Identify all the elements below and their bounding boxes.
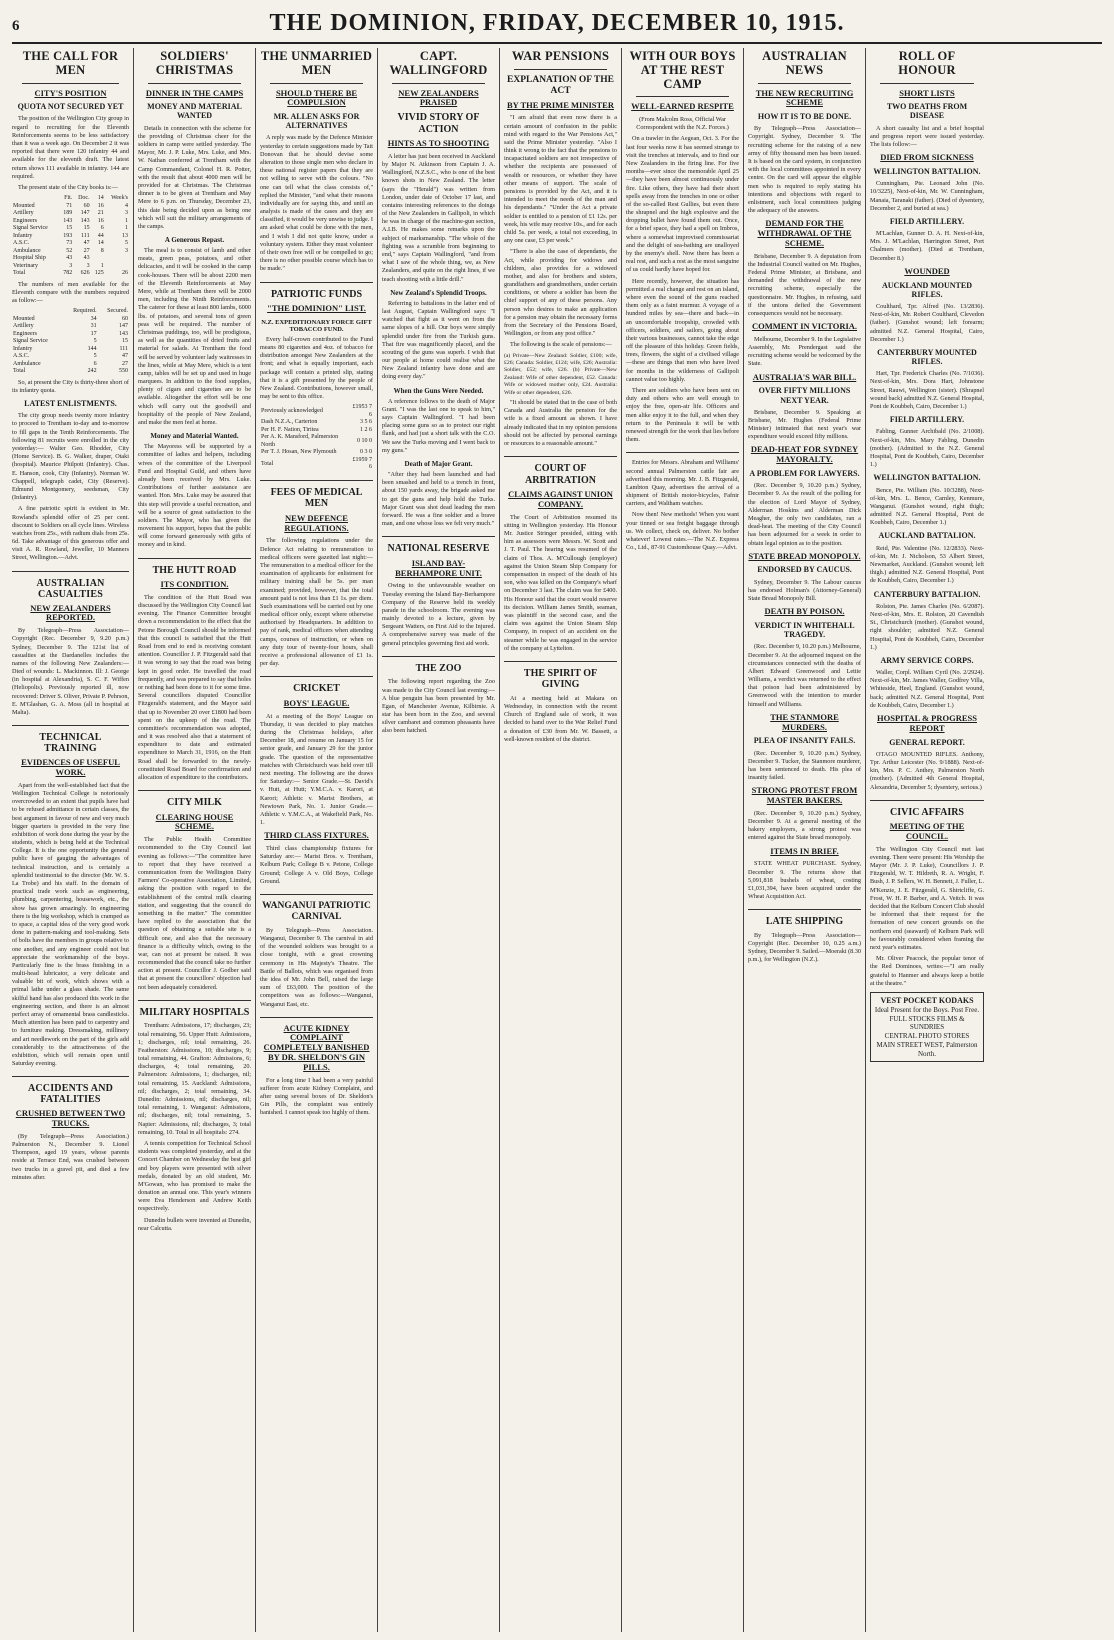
subheadline: THIRD CLASS FIXTURES. xyxy=(264,830,369,841)
table-row: A.S.C. 73 47 14 5 xyxy=(13,240,128,247)
article-text: "It should be stated that in the case of both Canada and Australia the pension for the wife is a fixed amount as shown. I have already indicated that in my opinion pensions should not be affected by personal earnings or resources to a reasonable amount." xyxy=(504,399,617,447)
subheadline: MONEY AND MATERIAL WANTED xyxy=(147,102,242,121)
subheadline: ITEMS IN BRIEF. xyxy=(770,845,839,856)
list-total: Total £1959 7 6 xyxy=(261,456,372,471)
pension-scale: (a) Private—New Zealand: Soldier, £100; wife, £26; Canada: Soldier, £124; wife, £26; Australia: Soldier, £52; wife, £26. (b) Private—New Zealand: Wife of other dependent, £52. Canada: Wife or widowed mother only, £24. Australia: Wife or other dependent, £26. xyxy=(504,352,617,396)
table-row: Engineers 17 143 xyxy=(13,330,128,337)
article-text: At a meeting of the Boys' League on Thursday, it was decided to play matches during the Christmas holidays, after December 18, and resume on January 15 for senior grade, and January 29 for the junior grade. The question of the representative matches with Christchurch was held over till next meeting. The following are the draws for Saturday:— Senior Grade.—St. David's v. Hutt, at Hutt; Y.M.C.A. v. Karori, at Karori; Athletic v. Marist Brothers, at Newtown Park, No. 1. Junior Grade.—Athletic v. Y.M.C.A., at Wakefield Park, No. 1. xyxy=(260,712,373,827)
columns xyxy=(12,48,1102,1632)
column-australian-news xyxy=(744,48,866,1632)
column-unmarried-men xyxy=(256,48,378,1632)
article-text: (Rec. December 9, 10.20 p.m.) Sydney, December 9. As the result of the polling for the election of Lord Mayor of Sydney, Alderman Hoskins and Alderman Dick Meagher, the only two candidates, ran a dead-heat. The meeting of the City Council has been adjourned for a week in order to obtain legal opinion as to the position. xyxy=(748,482,861,547)
table-row: Veterinary 3 3 1 xyxy=(13,262,104,269)
subheadline: STRONG PROTEST FROM MASTER BAKERS. xyxy=(751,785,858,806)
column-rest-camp xyxy=(622,48,744,1632)
article-text: On a trawler in the Aegean, Oct. 3. For the last four weeks now it has seemed strange to visit the trenches at intervals, and to find our New Zealanders in the firing line. For five months—ever since the memorable April 25—they have been almost continuously under fire. Like others, they have had their short spells away from the trenches in one or other of the so-called Rest Gullies, but even there the shrapnel and the high explosive and the dropping bullet have found them out. Once, for a brief space, they had a spell on Imbros, where a somewhat improvised commissariat and the delight of sea-bathing are unalloyed by the enemy's shell. Now there has been a real rest, and such a rest as the most sanguine of us could hardly have hoped for. xyxy=(626,135,739,274)
subheadline: CLEARING HOUSE SCHEME. xyxy=(155,811,234,832)
article-text: Every half-crown contributed to the Fund means 80 cigarettes and 4oz. of tobacco for distribution amongst New Zealanders at the front; and what is equally important, each package will contain a printed slip, stating that it is a gift presented by the people of New Zealand. Contributions, however small, may be sent to this office. xyxy=(260,335,373,401)
article-text: Owing to the unfavourable weather on Tuesday evening the Island Bay-Berhampore Company of the Reserve held its weekly parade in the schoolroom. The evening was mainly devoted to a lecture, given by Sergeant Watters, on First Aid to the Injured. A comprehensive survey was made of the general principles governing first aid work. xyxy=(382,582,495,647)
section-heading: MILITARY HOSPITALS xyxy=(139,1006,250,1018)
ad-line: MAIN STREET WEST, Palmerston North. xyxy=(876,1040,978,1058)
column-wallingford xyxy=(378,48,500,1632)
headline: ACCIDENTS AND FATALITIES xyxy=(27,1083,114,1106)
subheadline: QUOTA NOT SECURED YET xyxy=(17,102,124,112)
article-text: There are soldiers who have been sent on duty and others who are well enough to enjoy the free, open-air life. Officers and men alike enjoy it to the full, and when they return to the Peninsula it will be with renewed strength for the work that lies before them. xyxy=(626,387,739,444)
subheadline: BY THE PRIME MINISTER xyxy=(507,99,614,110)
subheadline: A PROBLEM FOR LAWYERS. xyxy=(749,469,860,479)
headline: CAPT. WALLINGFORD xyxy=(389,49,488,77)
required-table xyxy=(12,308,129,376)
section-heading: THE HUTT ROAD xyxy=(152,564,237,576)
table-total-row: Total 242 550 xyxy=(13,368,128,375)
article-text: By Telegraph—Press Association—Copyright. Sydney, December 9. The recruiting scheme for the raising of a new army of fifty thousand men has been issued. It is based on the card system, in conjunction with the local committees appointed in every centre. On the card will appear the eligible men who is required to reply stating his intentions and objections with regard to enlistment, such local committees judging the adequacy of the answers. xyxy=(748,125,861,215)
article-text: (Rec. December 9, 10.20 p.m.) Sydney, December 9. At a general meeting of the bakery employers, a strong protest was entered against the State bread monopoly. xyxy=(748,809,861,842)
list-item: Per A. K. Mansford, Palmerston North 0 10 0 xyxy=(261,434,372,448)
roll-unit-heading: WELLINGTON BATTALION. xyxy=(873,473,981,483)
article-text: A letter has just been received in Auckland by Major N. Atkinson from Captain J. A. Wallingford, N.Z.S.C., who is one of the best known shots in New Zealand. The letter (says the "Herald") was written from London, under date of October 17 last, and contains interesting references to the doings of the New Zealanders in Gallipoli, in which he was in charge of the machine-gun section, A.I.B. He makes some remarks upon the subject of marksmanship. "The whole of the fighting was a scramble from beginning to end," says Captain Wallingford, "and from what I saw of the whole thing, we, as New Zealanders, and quite on the right lines, if we teach shooting with a little drill." xyxy=(382,152,495,283)
fund-title: N.Z. EXPEDITIONARY FORCE GIFT TOBACCO FUND. xyxy=(261,318,372,333)
headline: WAR PENSIONS xyxy=(511,49,610,63)
subheadline: NEW ZEALANDERS PRAISED xyxy=(398,87,479,108)
roll-unit-heading: CANTERBURY MOUNTED RIFLES. xyxy=(877,347,977,367)
article-text: The following report regarding the Zoo was made to the City Council last evening:— A blue penguin has been presented by Mr. Egan, of Manchester Avenue, Kilbirnie. A star has been born in the Zoo, and several silver cambaret and common pheasants have also been hatched. xyxy=(382,678,495,735)
advertisement-text: Now then! New methods! When you want your tinned or sea freight baggage through us. We collect, check on, deliver. No bother whatever! Lowest rates.—The N.Z. Express Co., Ltd., 87-91 Customhouse Quay.—Advt. xyxy=(626,511,739,552)
ad-line: FULL STOCKS FILMS & SUNDRIES xyxy=(889,1014,965,1032)
article-text: (Rec. December 9, 10.20 p.m.) Sydney, December 9. Tucker, the Stanmore murderer, has been sentenced to death. His plea of insanity failed. xyxy=(748,749,861,782)
headline: WITH OUR BOYS AT THE REST CAMP xyxy=(629,49,736,91)
casualty-entry: Waller, Corpl. William Cyril (No. 2/2924). Next-of-kin, Mr. James Waller, Godfrey Villa, Whiteside, Heel, England. (Gunshot wound, back; admitted N.Z. General Hospital, Pont de Koubbeh, Cairo, December 1.) xyxy=(870,669,984,709)
list-item: Per T. J. Hosan, New Plymouth 0 3 0 xyxy=(261,449,372,456)
subheadline: HOW IT IS TO BE DONE. xyxy=(757,112,852,122)
roll-unit-heading: WELLINGTON BATTALION. xyxy=(873,166,981,176)
headline: AUSTRALIAN NEWS xyxy=(762,49,847,77)
table-row: Signal Service 15 15 6 1 xyxy=(13,225,128,232)
subheadline: GENERAL REPORT. xyxy=(889,737,965,747)
subheadline: THE NEW RECRUITING SCHEME xyxy=(755,87,854,108)
advertisement-text: For a long time I had been a very painful sufferer from acute Kidney Complaint, and after using several boxes of Dr. Sheldon's Gin Pills, the complaint was entirely banished. I cannot speak too highly of them. xyxy=(260,1076,373,1117)
article-text: Sydney, December 9. The Labour caucus has endorsed Holman's (Attorney-General) State Bread Monopoly Bill. xyxy=(748,578,861,603)
column-roll-of-honour xyxy=(866,48,988,1632)
subheadline: VIVID STORY OF ACTION xyxy=(397,112,480,135)
article-text: Brisbane, December 9. A deputation from the Industrial Council waited on Mr. Hughes, Federal Prime Minister, at Brisbane, and demanded the withdrawal of the new recruiting scheme, especially the questionnaire. Mr. Hughes, in refusing, said if the unions defied the Government consequences would not be necessary. xyxy=(748,252,861,317)
article-text: Brisbane, December 9. Speaking at Brisbane, Mr. Hughes (Federal Prime Minister) intimated that next year's war expenditure would exceed fifty millions. xyxy=(748,408,861,441)
table-row: Engineers 143 143 16 1 xyxy=(13,217,128,224)
article-text: The numbers of men available for the Eleventh compare with the numbers required as follow:— xyxy=(12,280,129,305)
crosshead: New Zealand's Splendid Troops. xyxy=(390,288,487,297)
roll-unit-heading: ARMY SERVICE CORPS. xyxy=(880,655,974,665)
table-row: Hospital Ship 43 43 xyxy=(13,255,90,262)
list-item: Per H. F. Nation, Tiritea 1 2 6 xyxy=(261,426,372,433)
subheadline: PLEA OF INSANITY FAILS. xyxy=(753,736,856,746)
roll-section-title: DIED FROM SICKNESS xyxy=(880,152,974,163)
advertisement-text: A fine patriotic spirit is evident in Mr. Rowland's splendid offer of 25 per cent. discount to Soldiers on all cycle lines. Wireless watches from 25s., with radium dials from 25s. 6d. Take advantage of this generous offer and visit A. R. Rowland, Jeweller, 10 Manners Street, Wellington.—Advt. xyxy=(12,505,129,562)
section-heading: THE ZOO xyxy=(415,662,462,674)
advertisement-heading: ACUTE KIDNEY COMPLAINT COMPLETELY BANISHED BY DR. SHELDON'S GIN PILLS. xyxy=(263,1022,370,1072)
casualty-entry: M'Lachlan, Gunner D. A. H. Next-of-kin, Mrs. J. M'Lachlan, Harrington Street, Port Chalmers (mother). (Died at Trentham, December 8.) xyxy=(870,230,984,262)
column-call-for-men xyxy=(12,48,134,1632)
casualty-entry: Rolston, Pte. James Charles (No. 6/2087). Next-of-kin, Mrs. E. Rolston, 20 Cavendish St., Christchurch (mother). (Gunshot wound, right shoulder; admitted N.Z. General Hospital, Pont de Koubbeh, Cairo, December 1.) xyxy=(870,602,984,651)
article-text: By Telegraph—Press Association—Copyright (Rec. December 10, 0.25 a.m.) Sydney, December 9. Sailed.—Moeraki (8.30 p.m.), for Wellington (N.Z.). xyxy=(748,931,862,964)
casualty-entry: Coulthard, Tpr. Alfred (No. 13/2836). Next-of-kin, Mr. Robert Coulthard, Clevedon (father). (Gunshot wound; left forearm; admitted N.Z. General Hospital, Cairo, December 1.) xyxy=(870,302,984,343)
article-text: (By Telegraph—Press Association.) Palmerston N., December 9. Lionel Thompson, aged 19 years, whose parents reside at Terrace End, was crushed between two trucks in a gravel pit, and died a few minutes after. xyxy=(12,1132,129,1181)
ad-line: CENTRAL PHOTO STORES xyxy=(884,1032,970,1041)
table-row: Mounted 34 60 xyxy=(13,315,128,322)
subheadline: NEW ZEALANDERS REPORTED. xyxy=(30,602,111,623)
page-number: 6 xyxy=(12,18,20,34)
subheadline: SHOULD THERE BE COMPULSION xyxy=(275,87,358,108)
subheadline: AUSTRALIA'S WAR BILL. xyxy=(752,371,857,382)
article-text: A reply was made by the Defence Minister yesterday to certain suggestions made by Tait Donovan that he should devise some alteration to those single men who declare in these national register papers that they are not willing to serve with the colours. "No one can tell what the class consists of," replied the Minister, "and what their reasons individually are for saying this, and until an analysis is made of the cases and they are classified, it would be very unwise to judge. I am asked what could be done with the men, and I wish I did not quite know, under a voluntary system. Either they must volunteer of their own free will or be compelled to go; there is no other possible course which has to be made." xyxy=(260,134,373,273)
subheadline: NEW DEFENCE REGULATIONS. xyxy=(284,512,349,533)
casualty-entry: Hart, Tpr. Frederick Charles (No. 7/1036). Next-of-kin, Mrs. Dora Hart, Johnstone Street, Rauwi, Wellington (sister). (Shrapnel wound back) admitted N.Z. General Hospital, Pont de Koubbeh, Cairo, December 1.) xyxy=(870,370,984,411)
article-text: A short casualty list and a brief hospital and progress report were issued yesterday. The lists follow:— xyxy=(870,124,984,149)
subheadline: CRUSHED BETWEEN TWO TRUCKS. xyxy=(15,1108,126,1129)
crosshead: When the Guns Were Needed. xyxy=(393,386,484,395)
article-text: Apart from the well-established fact that the Wellington Technical College is notoriously overcrowded to an extent that pupils have had to be refused admittance in certain classes, the best argument in favour of new and very much bigger quarters is provided in the very fine exhibition of work done during the year by the students, which is being held at the Technical College. It is the one opportunity the general public have of gauging the advantages of technical instruction, and is certainly a splendid testimonial to the director (Mr. W. S. La Trobe) and his staff. In the domain of practical trade work such as engineering, plumbing, carpentering, housework, etc., the show has grown amazingly. In engineering there is the big workshop, which is cramped as to space, a capital idea of the very good work done in pattern-making and tool-making. Sets of bolts have the members in groups relative to one another, and any engineer could not but appreciate the workmanship of the boys. Particularly fine is the brass finishing in a multi-head lubricator, a very delicate and valuable bit of work, which shows with a primal lathe under a glass shade. The same skilful hand has also produced this work in the engineering section, and there is an almost perfect array of ornamental brass candlesticks. Much attention has been paid to carpentry and to furniture making. Dressmaking, millinery and art needlework on the part of the girls add considerably to the attractiveness of the exhibition, which will remain open until Saturday evening. xyxy=(12,781,129,1068)
article-text: By Telegraph—Press Association. Wanganui, December 9. The carnival in aid of the wounded soldiers was brought to a close tonight, with a great crowning ceremony in His Majesty's Theatre. The Battle of Ballots, which was organised from the idea of Mr. John Bell, raised the large sum of £63,000. The position of the competitors was as follows:—Wanganui, Wanganui East, etc. xyxy=(260,926,373,1008)
article-text: Entries for Messrs. Abraham and Williams' second annual Palmerston cattle fair are advertised this morning. Mr. J. B. Fitzgerald, Lambton Quay, advertises the arrival of a shipment of British motor-bicycles, Fafnir carriers, and Waltham watches. xyxy=(626,459,739,508)
headline: ROLL OF HONOUR xyxy=(898,49,956,77)
section-heading: FEES OF MEDICAL MEN xyxy=(270,486,363,510)
kodak-advertisement xyxy=(870,992,984,1063)
subheadline: CITY'S POSITION xyxy=(34,87,107,98)
subheadline: OVER FIFTY MILLIONS NEXT YEAR. xyxy=(758,386,851,405)
headline: TECHNICAL TRAINING xyxy=(39,732,102,755)
subheadline: EXPLANATION OF THE ACT xyxy=(507,74,614,96)
roll-section-title: WOUNDED xyxy=(904,265,950,276)
subheadline: SHORT LISTS xyxy=(899,87,955,98)
subheadline: THE STANMORE MURDERS. xyxy=(770,711,839,732)
article-text: STATE WHEAT PURCHASE. Sydney, December 9. The returns show that 5,091,818 bushels of wheat, costing £1,031,394, have been acquired under the Wheat Acquisition Act. xyxy=(748,860,861,901)
subheadline: DINNER IN THE CAMPS xyxy=(145,87,244,98)
table-row: Ambulance 52 27 8 3 xyxy=(13,247,128,254)
article-text: At a meeting held at Makara on Wednesday, in connection with the recent Church of England sale of work, it was decided to hand over to the War Relief Fund a donation of £30 from Mr. W. Bassett, a well-known resident of the district. xyxy=(504,694,617,743)
article-text: "There is also the case of dependants, the Act, while providing for widows and children, also provides for a widowed mother, and also for brothers and sisters, grandfathers and grandmothers, under certain conditions, or where a soldier has been the chief support of any of these persons. Any person who desires to make an application for a pension may obtain the necessary forms from the Secretary of the Pensions Board, Wellington, or from any post office." xyxy=(504,248,617,338)
article-text: So, at present the City is thirty-three short of its infantry quota. xyxy=(12,378,129,394)
crosshead: Money and Material Wanted. xyxy=(150,432,239,441)
article-text: "After they had been launched and had been smashed and held to a trench in front, about 150 yards away, the brigade asked me to get the guns and help hold the Turks. Major Grant was shot dead leading the men forward. He was a fine soldier and a brave man, and one whose loss we felt very much." xyxy=(382,470,495,528)
headline: THE CALL FOR MEN xyxy=(22,49,119,77)
roll-unit-heading: FIELD ARTILLERY. xyxy=(889,415,965,425)
table-header-row: Fit. Doc. 14 Week's xyxy=(64,195,128,202)
article-text: Details in connection with the scheme for the providing of Christmas cheer for the soldiers in camp were settled yesterday. The Mayor, Mr. J. P. Luke, Mrs. Luke, and Mrs. W. Nathan conferred at Trentham with the Camp Commandant, Colonel H. R. Potter, with the result that about 4000 men will be provided for at Christmas. The Christmas dinner is to be given at Trentham and May Mere to 6 p.m. on Thursday, December 23, this date being decided upon as being one which will suit the military arrangements of the camps. xyxy=(138,124,251,230)
headline: SOLDIERS' CHRISTMAS xyxy=(155,49,234,77)
table-header-row: Required. Secured. xyxy=(73,308,128,315)
newspaper-title: THE DOMINION, FRIDAY, DECEMBER 10, 1915. xyxy=(269,10,845,36)
article-text: The meal is to consist of lamb and other meats, green peas, potatoes, and other delicacies, and it will be cooked in the camp cook-houses. There will be about 2200 men of the Eleventh Reinforcements at May Mere, while at Trentham there will be 2000 men, including the Ninth Reinforcements. The caterer for these at least 800 lambs, 6000 lbs. of potatoes, and several tons of green peas will be required. The number of Christmas puddings, too, will be prodigious, as well as the quantities of dried fruits and material for salads. At Trentham the food will be served by volunteer lady waitresses in the lines, while at May Mere, which is a tent camp, tables will be set up and used in huge marquees. In addition to the food supplies, plenty of cigars and cigarettes are to be available. Altogether the effort will be one which will carry out the goodwill and hospitality of the people of New Zealand, and make the men feel at home. xyxy=(138,247,251,427)
list-item: Previously acknowledged £1953 7 6 xyxy=(261,404,372,418)
table-row: Infantry 193 111 44 13 xyxy=(13,232,128,239)
subheadline: HINTS AS TO SHOOTING xyxy=(387,138,490,149)
article-text: A reference follows to the death of Major Grant. "I was the last one to speak to him," says Captain Wallingford. "I had been placing some guns so as to protect our right flank, and had just a short talk with the C.O. We saw the Turks moving and I went back to my guns." xyxy=(382,397,495,454)
subheadline: STATE BREAD MONOPOLY. xyxy=(748,550,861,561)
subheadline: ISLAND BAY-BERHAMPORE UNIT. xyxy=(395,557,482,578)
article-text: The Court of Arbitration resumed its sitting in Wellington yesterday. His Honour Mr. Justice Stringer presided, sitting with him as assessors were Messrs. W. Scott and J. T. Paul. The hearing was resumed of the claim of Thos. A. M'Cullough (employer) against the Union Steam Ship Company for compensation in respect of the death of his son, who was killed on the Company's wharf on December 3 last. The claim was for £400. His Honour said that the court would reserve its decision. William James Smith, seaman, was plaintiff in the second case, and the claim was against the Union Steam Ship Company, in respect of an accident on the steamer while he was engaged in the service of the company at Lyttelton. xyxy=(504,513,617,652)
list-item: Dash N.Z.A., Carterton 3 5 6 xyxy=(261,419,372,426)
article-text: A tennis competition for Technical School students was completed yesterday, and at the Concert Chamber on Wednesday the best girl and boy players were presented with silver medals, donated by an old student, Mr. M'Gowan, who has promised to make the donation an annual one. This year's winners were Eva Henderson and Andrew Keith respectively. xyxy=(138,1139,251,1213)
article-text: Trentham: Admissions, 17; discharges, 23; total remaining, 56. Upper Hutt: Admissions, 1; discharges, nil; total remaining, 26. Featherston: Admissions, 10; discharges, 9; total remaining, 44. Grafton: Admissions, 6; discharges, 4; total remaining, 20. Palmerston: Admissions, 1; discharges, nil; total remaining, 15. Auckland: Admissions, nil; discharges, 2; total remaining, 34. Dunedin: Admissions, nil; discharges, nil; total remaining, 1. Wanganui: Admissions, nil; discharges, nil; total remaining, 5. Napier: Admissions, nil; discharges, 3; total remaining, 10. Total in all hospitals: 274. xyxy=(138,1022,251,1136)
casualty-entry: Cunningham, Pte. Leonard John (No. 10/3225), Next-of-kin, Mr. W. Cunningham, Manaia, Taranaki (father). (Died of dysentery, December 2, and buried at sea.) xyxy=(870,180,984,212)
casualty-entry: Bence, Pte. William (No. 10/3288), Next-of-kin, Mrs. L. Bence, Carnley, Kenmure, Wanganui. (Gunshot wound, right thigh; admitted N.Z. General Hospital, Pont de Koubbeh, Cairo, December 1.) xyxy=(870,486,984,527)
article-text: By Telegraph—Press Association—Copyright (Rec. December 9, 9.20 p.m.) Sydney, December 9. The 121st list of casualties at the Dardanelles includes the names of the following New Zealanders:—Died of wounds: L. Mackinnon. Ill: J. George (in hospital at Alexandria), S. C. F. Wiffen (Heliopolis). Previously reported ill, now recovered: Driver S. Oliver, Private P. Pehrson, E. M'Glashan, G. A. Moss (all in hospital at Malta). xyxy=(12,627,129,717)
section-heading: LATEST ENLISTMENTS. xyxy=(24,399,117,409)
headline: THE UNMARRIED MEN xyxy=(260,49,373,77)
subheadline: ITS CONDITION. xyxy=(160,579,229,590)
article-text: "I am afraid that even now there is a certain amount of confusion in the public mind with regard to the War Pensions Act," said the Prime Minister yesterday. "Also I think it wrong to the fact that the pensions to incapacitated soldiers are not irrespective of whether the recipients are possessed of wealth or resources, or whether they have other means of support. The scale of pensions is provided by the Act, and it is intended to meet the needs of the man and his dependants." "Under the Act a private soldier is entitled to a pension of £1 12s. per week, his wife may receive 10s., and for each child 5s. per week, a total not exceeding, in any one case, £3 per week." xyxy=(504,114,617,245)
subheadline: TWO DEATHS FROM DISEASE xyxy=(886,102,968,121)
section-heading: CIVIC AFFAIRS xyxy=(890,806,964,818)
subheadline: COMMENT IN VICTORIA. xyxy=(751,321,858,332)
section-heading: CITY MILK xyxy=(167,797,222,809)
article-text: The position of the Wellington City group in regard to recruiting for the Eleventh Reinforcements seems to be less satisfactory than it was a week ago. On December 2 it was reported that there were 120 infantry 44 and available for the eleventh draft. The latest return shows 111 available in infantry. 144 are required. xyxy=(12,115,129,180)
article-text: The city group needs twenty more infantry to proceed to Trentham to-day and to-morrow to fill gaps in the Tenth Reinforcements. The following 81 recruits were enrolled in the city yesterday:— Walter Geo. Rhodder, City (Home Service). B. G. Walker, draper, Otaki (hospital). Maurice Philpott (Infantry). Chas. E. Hanson, cook, City (Infantry). Norman W. Chappell, telegraph cadet, City (Reserve). Edmund Montgomery, seedsman, City (Infantry). xyxy=(12,412,129,502)
section-heading: CRICKET xyxy=(293,683,340,695)
recruiting-table xyxy=(12,195,129,278)
subheadline: DEATH BY POISON. xyxy=(764,606,845,617)
subheadline: "THE DOMINION" LIST. xyxy=(267,303,366,314)
table-row: Infantry 144 111 xyxy=(13,345,128,352)
article-text: Melbourne, December 9. In the Legislative Assembly, Mr. Prendergast said the recruiting scheme would be welcomed by the State. xyxy=(748,335,861,368)
article-text: Here recently, however, the situation has permitted a real change and rest on an island, where even the sound of the guns reached them only as a faint murmur. A voyage of a hundred miles by sea—there and back—in an uncomfortable troopship, crowded with officers, soldiers, and sailors, going about their various businesses, cannot take the edge off the pleasure of this holiday. Green fields, trees, flowers, the sight of a civilised village—these are things that men who have lived for months in the wilderness of Gallipoli cannot value too highly. xyxy=(626,277,739,383)
fund-list xyxy=(260,404,373,472)
article-text: The Public Health Committee recommended to the City Council last evening as follows:—"The committee have to report that they have received a communication from the Wellington Dairy Farmers' Co-operative Association, Limited, asking the position with regard to the establishment of the central milk clearing station, and suggesting that the council do something in the matter." The committee have replied to the association that the question of obtaining a suitable site is a difficult one, and also that the necessary finance is a difficulty which, owing to the war, can not at present be raised. It was recommended that the council take no further action at present. Councillor J. Godber said that at present the councillors' objection had not been adequately considered. xyxy=(138,836,251,991)
subheadline: MR. ALLEN ASKS FOR ALTERNATIVES xyxy=(273,112,360,131)
section-heading: COURT OF ARBITRATION xyxy=(525,463,596,486)
casualty-entry: Fabling, Gunner Archibald (No. 2/1008). Next-of-kin, Mrs. Mary Fabling, Dunedin (mother). (Admitted to the N.Z. General Hospital, Pont de Koubbeh, Cairo, December 1.) xyxy=(870,428,984,469)
table-row: A.S.C. 5 47 xyxy=(13,353,128,360)
headline: AUSTRALIAN CASUALTIES xyxy=(36,577,105,600)
casualty-entry: Reid, Pte. Valentine (No. 12/2833). Next-of-kin, Mr. J. Nicholson, 53 Albert Street, Newmarket, Auckland. (Gunshot wound; left thigh.) admitted N.Z. General Hospital, Pont de Koubbeh, Cairo, December 1.) xyxy=(870,544,984,585)
section-heading: LATE SHIPPING xyxy=(765,916,844,928)
crosshead: A Generous Repast. xyxy=(164,236,225,245)
subheadline: CLAIMS AGAINST UNION COMPANY. xyxy=(508,489,613,509)
section-heading: NATIONAL RESERVE xyxy=(387,543,490,555)
column-war-pensions xyxy=(500,48,622,1632)
section-heading: WANGANUI PATRIOTIC CARNIVAL xyxy=(262,900,371,922)
article-text: The following is the scale of pensions:— xyxy=(510,341,612,349)
article-text: The Mayoress will be supported by a committee of ladies and helpers, including wives of the committee of the Liverpool Fund and Hospital Guild, and others have already been received by Mrs. Luke. Contributions of further assistance are wanted. Hon. Mrs. Luke may be assured that this step will provide a useful recreation, and will be a source of great satisfaction to the soldiers. The Mayor, who has given the movement his support, hopes that the public will come forward generously with gifts of money and in kind. xyxy=(138,443,251,549)
article-text: OTAGO MOUNTED RIFLES. Anthony, Tpr. Arthur Leicester (No. 9/1888). Next-of-kin, Mrs. P. C. Anthey, Palmerston North (mother). (Admitted 4th General Hospital, Alexandria, December 5; dysentery, serious.) xyxy=(870,750,984,791)
subheadline: VERDICT IN WHITEHALL TRAGEDY. xyxy=(754,620,855,640)
subheadline: MEETING OF THE COUNCIL. xyxy=(889,821,965,841)
subheadline: EVIDENCES OF USEFUL WORK. xyxy=(21,757,120,777)
table-row: Signal Service 5 15 xyxy=(13,338,128,345)
byline: (From Malcolm Ross, Official War Correspondent with the N.Z. Forces.) xyxy=(636,116,729,132)
crosshead: Death of Major Grant. xyxy=(404,459,473,468)
ad-line: Ideal Present for the Boys. Post Free. xyxy=(874,1005,980,1014)
table-row: Mounted 71 60 16 4 xyxy=(13,202,128,209)
article-text: (Rec. December 9, 10.20 p.m.) Melbourne, December 9. At the adjourned inquest on the circumstances connected with the deaths of Albert Edward Greenwood and Lettie Williams, a verdict was returned to the effect that poison had been administered by Greenwood with the intention to murder himself and Williams. xyxy=(748,643,861,708)
advertisement-text: Dunedin bullets were invented at Dunedin, near Calcutta. xyxy=(138,1216,251,1232)
subheadline: WELL-EARNED RESPITE xyxy=(631,101,734,112)
subheadline: DEMAND FOR THE WITHDRAWAL OF THE SCHEME. xyxy=(757,218,852,248)
roll-unit-heading: FIELD ARTILLERY. xyxy=(889,216,965,226)
column-soldiers-christmas xyxy=(134,48,256,1632)
table-row: Artillery 31 147 xyxy=(13,323,128,330)
table-row: Artillery 189 147 21 3 xyxy=(13,210,128,217)
masthead xyxy=(12,10,1102,44)
article-text: The present state of the City books is:— xyxy=(18,183,118,191)
advertisement-text: Mr. Oliver Peacock, the popular tenor of the Red Dominoes, writes:—"I am really grateful to Hanmer and always keep a bottle at the theatre." xyxy=(870,955,984,987)
article-text: The condition of the Hutt Road was discussed by the Wellington City Council last evening. The Finance Committee brought down a recommendation to the effect that the Petone Borough Council should be informed that this council is satisfied that the Hutt Road from end to end is receiving constant attention. Councillor J. P. Fitzgerald said that it was wrong to say that the road was being kept in good order. He travelled the road frequently, and was prepared to say that holes or nothing had been done to it for some time. Several councillors disputed Councillor Fitzgerald's statement, and the Mayor said that up to November 20 over £1800 had been spent on the upkeep of the road. The committee's recommendation was adopted, and it was resolved also that a statement of expenditure to date and estimated expenditure to March 31, 1916, on the Hutt Road shall be forwarded to the newly-constituted Road Board for confirmation and allocation of expenditure to the contributors. xyxy=(138,593,251,782)
subheadline: ENDORSED BY CAUCUS. xyxy=(757,565,852,575)
ad-title: VEST POCKET KODAKS xyxy=(880,995,974,1005)
section-heading: THE SPIRIT OF GIVING xyxy=(523,667,598,691)
article-text: The following regulations under the Defence Act relating to remuneration to medical officers were gazetted last night:— The remuneration to a medical officer for the examination of applicants for enlistment for military training shall be 5s. per man examined; provided, however, that the total amount paid is not less than £1 1s. per diem. Such examinations will be carried out by one medical officer only, except where otherwise authorised by Headquarters. In addition to pay of rank, medical officers when attending camps, courses of instruction, or when on any duty tour of twenty-four hours, shall receive a professional allowance of £1 1s. per day. xyxy=(260,537,373,668)
roll-sections xyxy=(870,153,984,710)
article-text: Third class championship fixtures for Saturday are:— Marist Bros. v. Trentham, Kelburn Park; College B v. Petone, College Ground; College A v. Old Boys, College Ground. xyxy=(260,845,373,885)
section-heading: PATRIOTIC FUNDS xyxy=(270,288,363,300)
subheadline: DEAD-HEAT FOR SYDNEY MAYORALTY. xyxy=(750,444,859,465)
subheadline: HOSPITAL & PROGRESS REPORT xyxy=(877,713,977,733)
roll-unit-heading: AUCKLAND MOUNTED RIFLES. xyxy=(882,280,972,299)
table-row: Ambulance 6 27 xyxy=(13,360,128,367)
table-total-row: Total 782 626 125 26 xyxy=(13,270,128,277)
article-text: Referring to battalions in the latter end of last August, Captain Wallingford says: "I watched that fight as it went on from the same slopes of a hill. Our boys were simply splendid under fire from the Turkish guns. That fire was magnificently placed, and the scouting of the guns was superb. I wish that our people at home could realise what the New Zealand infantry have done and are doing every day." xyxy=(382,299,495,381)
roll-unit-heading: CANTERBURY BATTALION. xyxy=(873,589,981,599)
roll-unit-heading: AUCKLAND BATTALION. xyxy=(878,531,976,541)
article-text: The Wellington City Council met last evening. There were present: His Worship the Mayor (Mr. J. P. Luke), Councillors J. P. Fitzgerald, W. T. Hildreth, R. A. Wright, F. Bush, J. P. Sellers, W. H. Bennett, J. Fuller, L. M'Kenzie, J. E. Fitzgerald, G. Shirtcliffe, G. Frost, W. H. P. Barber, and A. Veitch. It was decided that the Kelburn Concert Club should be informed that their request for the formation of new concert grounds on the northern end (seaward) of Kelburn Park will be favourably considered when framing the next year's estimates. xyxy=(870,845,984,951)
subheadline: BOYS' LEAGUE. xyxy=(283,697,350,708)
